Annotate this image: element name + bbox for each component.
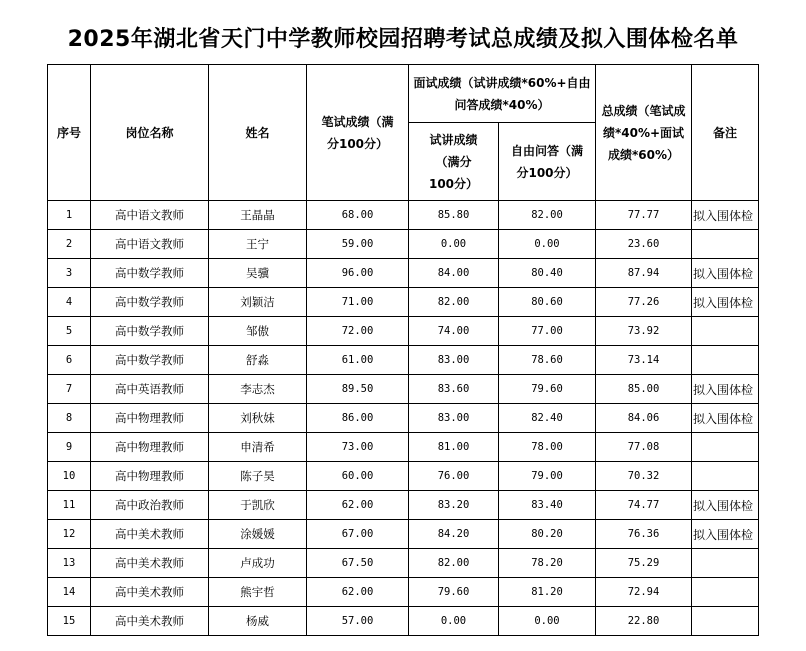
cell-total: 87.94 [596,259,692,288]
cell-qa: 81.20 [499,578,596,607]
cell-qa: 78.00 [499,433,596,462]
cell-written: 71.00 [307,288,409,317]
table-row [48,230,759,259]
cell-qa: 78.20 [499,549,596,578]
cell-note [692,607,759,636]
cell-note [692,462,759,491]
cell-seq: 1 [48,201,91,230]
cell-post: 高中美术教师 [91,549,209,578]
cell-lecture: 0.00 [409,607,499,636]
table-row [48,520,759,549]
cell-total: 70.32 [596,462,692,491]
cell-qa: 79.00 [499,462,596,491]
cell-total: 75.29 [596,549,692,578]
cell-total: 23.60 [596,230,692,259]
cell-seq: 15 [48,607,91,636]
table-row [48,462,759,491]
cell-lecture: 81.00 [409,433,499,462]
cell-post: 高中政治教师 [91,491,209,520]
cell-written: 73.00 [307,433,409,462]
cell-lecture: 84.00 [409,259,499,288]
cell-seq: 5 [48,317,91,346]
header-written: 笔试成绩（满分100分） [307,65,409,201]
cell-written: 72.00 [307,317,409,346]
cell-name: 于凯欣 [209,491,307,520]
table-row [48,201,759,230]
cell-post: 高中数学教师 [91,288,209,317]
cell-seq: 13 [48,549,91,578]
cell-post: 高中语文教师 [91,201,209,230]
cell-written: 68.00 [307,201,409,230]
cell-name: 吴骥 [209,259,307,288]
cell-post: 高中数学教师 [91,259,209,288]
cell-qa: 82.00 [499,201,596,230]
cell-qa: 80.60 [499,288,596,317]
cell-note [692,317,759,346]
cell-lecture: 82.00 [409,549,499,578]
cell-post: 高中美术教师 [91,578,209,607]
table-row [48,404,759,433]
cell-name: 申清希 [209,433,307,462]
cell-written: 62.00 [307,578,409,607]
table-row [48,375,759,404]
cell-total: 72.94 [596,578,692,607]
header-total: 总成绩（笔试成绩*40%+面试成绩*60%） [596,65,692,201]
cell-total: 77.26 [596,288,692,317]
page-title: 2025年湖北省天门中学教师校园招聘考试总成绩及拟入围体检名单 [67,27,739,52]
cell-name: 涂媛媛 [209,520,307,549]
cell-total: 77.77 [596,201,692,230]
cell-qa: 80.20 [499,520,596,549]
table-row [48,288,759,317]
cell-post: 高中数学教师 [91,317,209,346]
cell-name: 李志杰 [209,375,307,404]
cell-written: 60.00 [307,462,409,491]
cell-seq: 6 [48,346,91,375]
cell-qa: 77.00 [499,317,596,346]
table-row [48,607,759,636]
header-lecture: 试讲成绩（满分100分） [409,123,499,201]
cell-name: 熊宇哲 [209,578,307,607]
cell-post: 高中物理教师 [91,404,209,433]
cell-qa: 0.00 [499,230,596,259]
cell-lecture: 0.00 [409,230,499,259]
table-row [48,346,759,375]
cell-post: 高中数学教师 [91,346,209,375]
cell-note [692,549,759,578]
cell-post: 高中美术教师 [91,607,209,636]
cell-seq: 9 [48,433,91,462]
cell-written: 62.00 [307,491,409,520]
cell-note [692,433,759,462]
cell-written: 61.00 [307,346,409,375]
cell-lecture: 85.80 [409,201,499,230]
header-note: 备注 [692,65,759,201]
cell-name: 舒淼 [209,346,307,375]
cell-lecture: 84.20 [409,520,499,549]
cell-post: 高中物理教师 [91,433,209,462]
table-row [48,433,759,462]
cell-written: 67.50 [307,549,409,578]
cell-qa: 80.40 [499,259,596,288]
header-qa: 自由问答（满分100分） [499,123,596,201]
cell-seq: 3 [48,259,91,288]
cell-lecture: 83.20 [409,491,499,520]
table-row [48,578,759,607]
cell-post: 高中美术教师 [91,520,209,549]
table-row [48,317,759,346]
cell-qa: 0.00 [499,607,596,636]
table-row [48,491,759,520]
cell-post: 高中物理教师 [91,462,209,491]
cell-lecture: 83.60 [409,375,499,404]
cell-note: 拟入围体检 [692,404,759,433]
table-row [48,259,759,288]
table-body [48,201,759,636]
cell-lecture: 82.00 [409,288,499,317]
cell-post: 高中英语教师 [91,375,209,404]
cell-name: 卢成功 [209,549,307,578]
cell-lecture: 83.00 [409,404,499,433]
header-seq: 序号 [48,65,91,201]
cell-qa: 79.60 [499,375,596,404]
header-post: 岗位名称 [91,65,209,201]
cell-total: 84.06 [596,404,692,433]
cell-seq: 10 [48,462,91,491]
cell-seq: 11 [48,491,91,520]
cell-note [692,346,759,375]
cell-note: 拟入围体检 [692,288,759,317]
cell-seq: 2 [48,230,91,259]
cell-note: 拟入围体检 [692,375,759,404]
cell-seq: 12 [48,520,91,549]
cell-lecture: 74.00 [409,317,499,346]
cell-total: 76.36 [596,520,692,549]
cell-written: 89.50 [307,375,409,404]
cell-qa: 83.40 [499,491,596,520]
cell-post: 高中语文教师 [91,230,209,259]
cell-written: 57.00 [307,607,409,636]
cell-written: 59.00 [307,230,409,259]
cell-name: 王宁 [209,230,307,259]
cell-name: 邹傲 [209,317,307,346]
cell-total: 77.08 [596,433,692,462]
cell-total: 73.14 [596,346,692,375]
cell-qa: 78.60 [499,346,596,375]
cell-seq: 4 [48,288,91,317]
cell-seq: 8 [48,404,91,433]
cell-note: 拟入围体检 [692,520,759,549]
cell-total: 85.00 [596,375,692,404]
cell-lecture: 83.00 [409,346,499,375]
cell-seq: 14 [48,578,91,607]
cell-written: 67.00 [307,520,409,549]
cell-note: 拟入围体检 [692,491,759,520]
cell-note [692,578,759,607]
cell-note [692,230,759,259]
cell-name: 杨威 [209,607,307,636]
cell-qa: 82.40 [499,404,596,433]
cell-total: 22.80 [596,607,692,636]
cell-written: 86.00 [307,404,409,433]
cell-name: 刘秋妹 [209,404,307,433]
cell-name: 陈子昊 [209,462,307,491]
header-interview: 面试成绩（试讲成绩*60%+自由问答成绩*40%） [409,65,596,123]
cell-written: 96.00 [307,259,409,288]
cell-note: 拟入围体检 [692,201,759,230]
cell-note: 拟入围体检 [692,259,759,288]
cell-lecture: 79.60 [409,578,499,607]
cell-name: 王晶晶 [209,201,307,230]
cell-total: 73.92 [596,317,692,346]
table-row [48,549,759,578]
cell-total: 74.77 [596,491,692,520]
header-name: 姓名 [209,65,307,201]
results-table [47,64,759,636]
cell-seq: 7 [48,375,91,404]
cell-name: 刘颖洁 [209,288,307,317]
cell-lecture: 76.00 [409,462,499,491]
